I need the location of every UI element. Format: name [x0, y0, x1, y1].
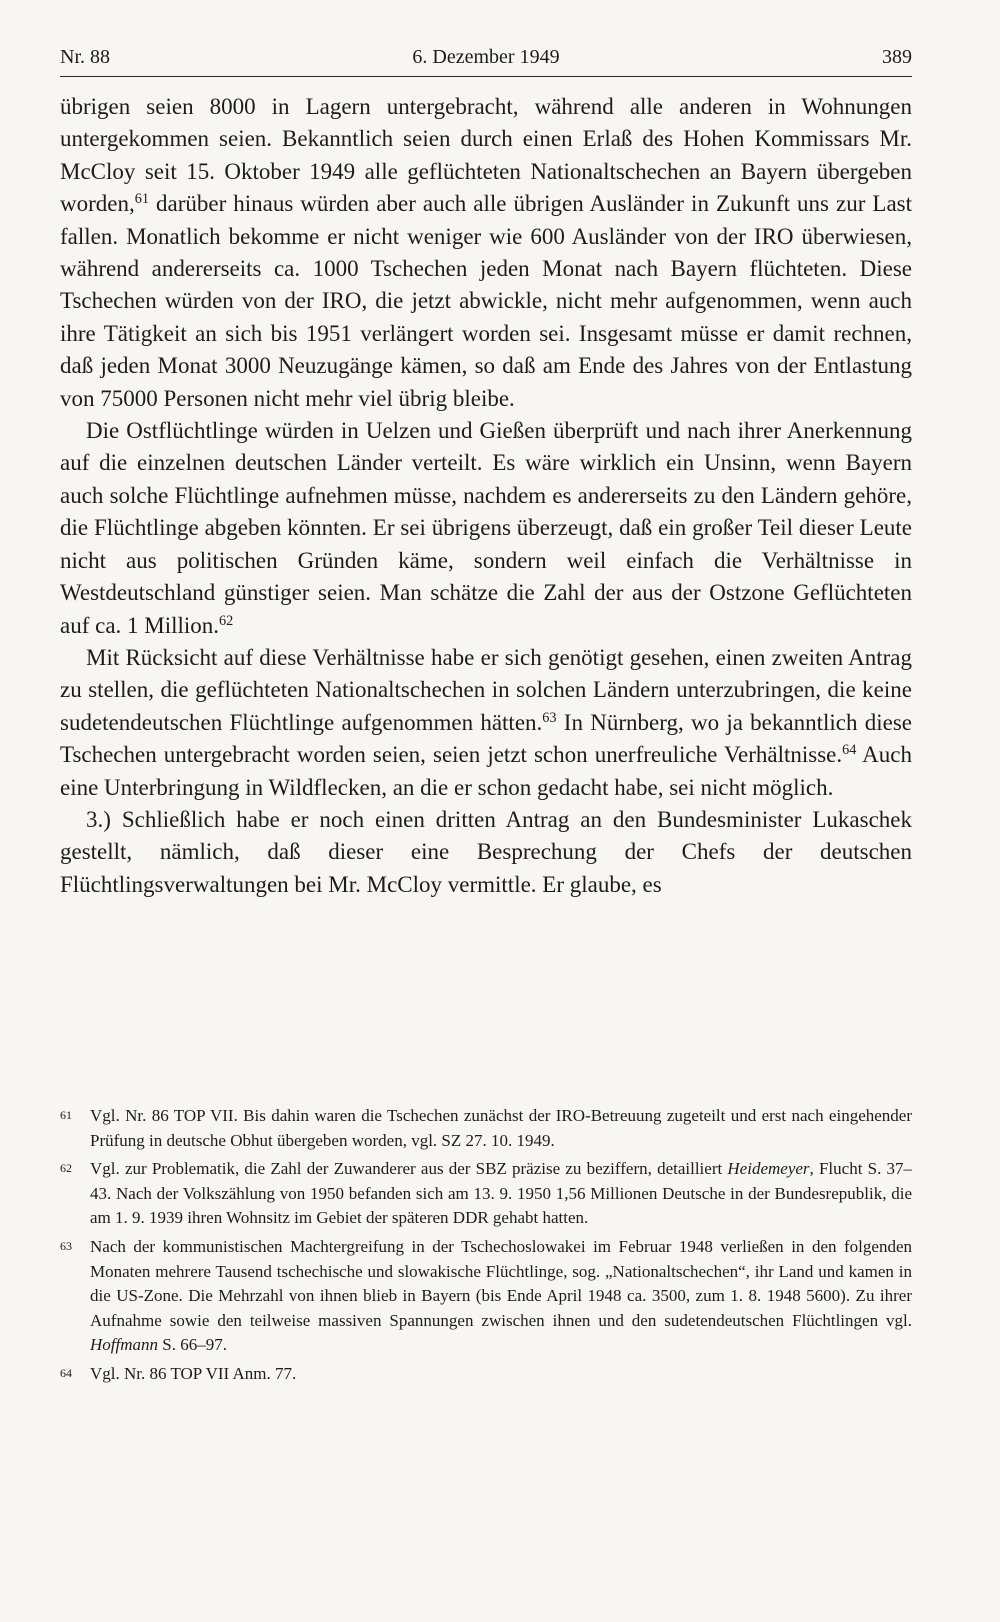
footnote-number: 61: [60, 1108, 72, 1122]
footnote-text: Vgl. Nr. 86 TOP VII Anm. 77.: [90, 1363, 297, 1383]
page-number: 389: [882, 46, 912, 68]
footnote-62: [60, 1157, 912, 1231]
paragraph-2: [60, 415, 912, 642]
body-text: [60, 91, 912, 901]
footnote-ref-62: 62: [219, 612, 234, 629]
paragraph-3-text-c: Auch eine Unterbringung in Wildflecken, an die er schon gedacht habe, sei nicht möglich.: [60, 742, 912, 800]
page: [60, 42, 912, 901]
footnotes: [60, 1104, 912, 1391]
footnote-text-a: Nach der kommunistischen Machtergreifung in der Tschechoslowakei im Februar 1948 verließen in den folgenden Monaten mehrere Tausend tschechische und slowakische Flüchtlinge, sog. „Nationaltschechen“, ihr Land und kamen in die US-Zone. Die Mehrzahl von ihnen blieb in Bayern (bis Ende April 1948 ca. 3500, zum 1. 8. 1948 5600). Zu ihrer Aufnahme sowie den teilweise massiven Spannungen zwischen ihnen und den sudetendeutschen Flüchtlingen vgl.: [90, 1236, 912, 1330]
footnote-ref-64: 64: [842, 742, 857, 759]
footnote-text: Vgl. Nr. 86 TOP VII. Bis dahin waren die Tschechen zunächst der IRO-Betreuung zugeteilt und erst nach eingehender Prüfung in deutsche Obhut übergeben worden, vgl. SZ 27. 10. 1949.: [90, 1106, 912, 1150]
footnote-ref-63: 63: [542, 709, 557, 726]
paragraph-1-text-b: darüber hinaus würden aber auch alle übrigen Ausländer in Zukunft uns zur Last fallen. Monatlich bekomme er nicht weniger wie 600 Ausländer von der IRO überwiesen, während andererseits ca. 1000 Tschechen jeden Monat nach Bayern flüchteten. Diese Tschechen würden von der IRO, die jetzt abwickle, nicht mehr aufgenommen, wenn auch ihre Tätigkeit an sich bis 1951 verlängert worden sei. Insgesamt müsse er damit rechnen, daß jeden Monat 3000 Neuzugänge kämen, so daß am Ende des Jahres von der Entlastung von 75000 Personen nicht mehr viel übrig bleibe.: [60, 191, 912, 411]
footnote-63: [60, 1235, 912, 1358]
paragraph-3-text-a: Mit Rücksicht auf diese Verhältnisse habe er sich genötigt gesehen, einen zweiten Antrag zu stellen, die geflüchteten Nationaltschechen in solchen Ländern unterzubringen, die keine sudetendeutschen Flüchtlinge aufgenommen hätten.: [60, 644, 912, 735]
paragraph-4: [60, 804, 912, 901]
paragraph-1-text-a: übrigen seien 8000 in Lagern untergebracht, während alle anderen in Wohnungen untergekommen seien. Bekanntlich seien durch einen Erlaß des Hohen Kommissars Mr. McCloy seit 15. Oktober 1949 alle geflüchteten Nationaltschechen an Bayern übergeben worden,: [60, 94, 912, 217]
running-head: [60, 42, 912, 77]
footnote-number: 64: [60, 1365, 72, 1380]
paragraph-2-text: Die Ostflüchtlinge würden in Uelzen und Gießen überprüft und nach ihrer Anerkennung auf die einzelnen deutschen Länder verteilt. Es wäre wirklich ein Unsinn, wenn Bayern auch solche Flüchtlinge aufnehmen müsse, nachdem es andererseits zu den Ländern gehöre, die Flüchtlinge abgeben könnten. Er sei übrigens überzeugt, daß ein großer Teil dieser Leute nicht aus politischen Gründen käme, sondern weil einfach die Verhältnisse in Westdeutschland günstiger seien. Man schätze die Zahl der aus der Ostzone Geflüchteten auf ca. 1 Million.: [60, 418, 912, 638]
footnote-64: [60, 1362, 912, 1387]
footnote-text-b: , Flucht S. 37–43. Nach der Volkszählung von 1950 befanden sich am 13. 9. 1950 1,56 Millionen Deutsche in der Bundesrepublik, die am 1. 9. 1939 ihren Wohnsitz im Gebiet der späteren DDR gehabt hatten.: [90, 1159, 913, 1228]
footnote-61: [60, 1104, 912, 1153]
footnote-number: 63: [60, 1238, 72, 1253]
footnote-number: 62: [60, 1161, 72, 1176]
paragraph-3: [60, 642, 912, 804]
footnote-text-a: Vgl. zur Problematik, die Zahl der Zuwanderer aus der SBZ präzise zu beziffern, detailliert: [90, 1159, 728, 1179]
header-date: 6. Dezember 1949: [412, 46, 560, 68]
footnote-text-b: S. 66–97.: [158, 1335, 227, 1355]
paragraph-1: [60, 91, 912, 415]
paragraph-4-text: 3.) Schließlich habe er noch einen dritten Antrag an den Bundesminister Lukaschek gestellt, nämlich, daß dieser eine Besprechung der Chefs der deutschen Flüchtlingsverwaltungen bei Mr. McCloy vermittle. Er glaube, es: [60, 806, 912, 897]
issue-number: Nr. 88: [60, 46, 110, 68]
paragraph-3-text-b: In Nürnberg, wo ja bekanntlich diese Tschechen untergebracht worden seien, seien jetzt schon unerfreuliche Verhältnisse.: [60, 709, 912, 768]
cited-author: Hoffmann: [90, 1335, 158, 1355]
footnote-ref-61: 61: [134, 191, 149, 208]
cited-author: Heidemeyer: [727, 1159, 810, 1179]
